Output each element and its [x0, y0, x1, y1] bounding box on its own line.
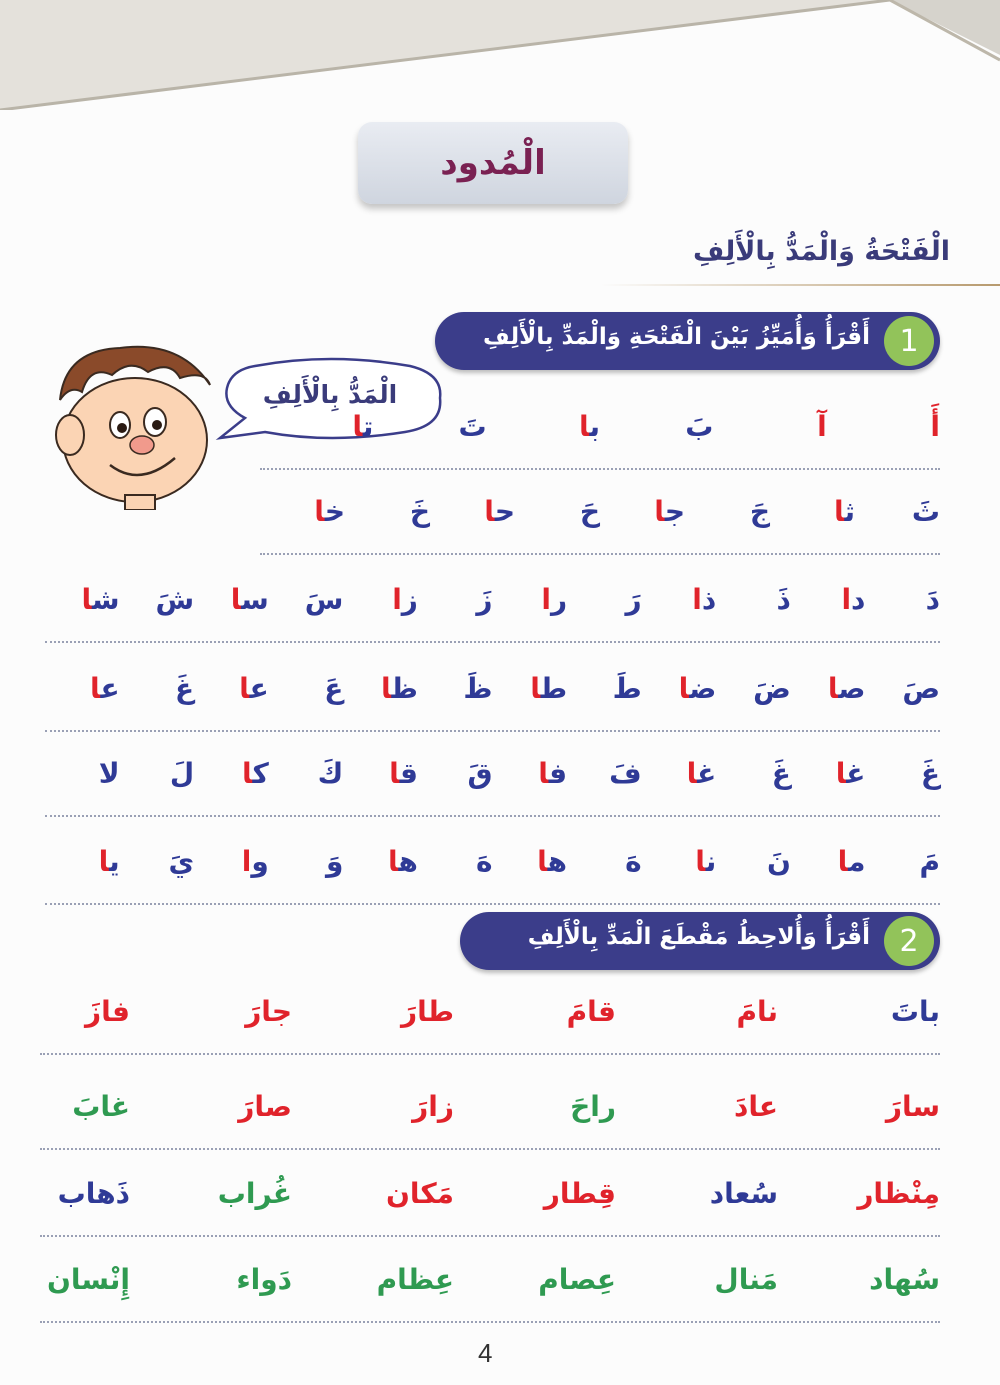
exercise-1-banner [435, 312, 940, 370]
word-item: مِنْظار [857, 1177, 940, 1210]
letter-item: غا [686, 757, 717, 790]
letter-item: يا [98, 845, 120, 878]
word-item: قامَ [566, 995, 616, 1028]
letter-row [260, 495, 940, 555]
letter-item: زا [392, 583, 418, 616]
letter-item: ظَ [463, 672, 493, 705]
letter-row [45, 845, 940, 905]
word-item: جارَ [245, 995, 292, 1028]
letter-item: رَ [625, 583, 642, 616]
letter-item: وا [241, 845, 269, 878]
dotted-line [40, 1148, 940, 1150]
dotted-line [45, 903, 940, 905]
letter-row [45, 583, 940, 643]
title-box [358, 122, 628, 204]
letter-item: تا [352, 410, 374, 443]
letter-item: شا [81, 583, 120, 616]
letter-item: نَ [766, 845, 791, 878]
word-item: غابَ [72, 1090, 130, 1123]
word-item: عِصام [538, 1263, 616, 1296]
letter-row [45, 672, 940, 732]
word-item: سُهاد [869, 1263, 940, 1296]
word-item: مَنال [714, 1263, 778, 1296]
exercise-2-instruction: أَقْرَأُ وَأُلاحِظُ مَقْطَعَ الْمَدِّ بِالْأَلِفِ [527, 924, 870, 950]
letter-item: جَ [749, 495, 770, 528]
letter-item: ثا [833, 495, 855, 528]
letter-item: كَ [317, 757, 344, 790]
letter-item: بَ [685, 410, 714, 443]
letter-item: غَ [920, 757, 940, 790]
letter-item: جا [654, 495, 685, 528]
letter-item: ل [98, 757, 120, 790]
letter-item: خا [314, 495, 345, 528]
letter-item: ها [387, 845, 418, 878]
letter-item: آ [817, 410, 827, 443]
letter-item: دَ [925, 583, 940, 616]
bubble-text: الْمَدُّ بِالْأَلِفِ [262, 380, 398, 409]
dotted-line [40, 1321, 940, 1323]
letter-item: هَ [625, 845, 642, 878]
word-item: مَكان [385, 1177, 454, 1210]
letter-item: خَ [409, 495, 430, 528]
word-item: طارَ [400, 995, 454, 1028]
letter-item: سَ [304, 583, 344, 616]
letter-item: ها [537, 845, 568, 878]
letter-item: را [541, 583, 568, 616]
dotted-line [40, 1053, 940, 1055]
dotted-line [45, 730, 940, 732]
dotted-line [45, 641, 940, 643]
word-item: غُراب [217, 1177, 292, 1210]
letter-item: عَ [324, 672, 344, 705]
page-title: الْمُدود [440, 143, 546, 183]
word-item: صارَ [238, 1090, 292, 1123]
page-number: 4 [478, 1338, 493, 1368]
letter-item: فا [538, 757, 568, 790]
letter-item: غَ [771, 757, 791, 790]
letter-item: شَ [155, 583, 195, 616]
letter-item: ظا [381, 672, 418, 705]
exercise-2-number: 2 [884, 916, 934, 966]
word-row [40, 1090, 940, 1150]
letter-item: مَ [919, 845, 940, 878]
letter-item: غَ [175, 672, 195, 705]
word-item: راحَ [570, 1090, 616, 1123]
word-item: ذَهاب [57, 1177, 130, 1210]
letter-item: لَ [169, 757, 195, 790]
letter-item: صَ [902, 672, 940, 705]
exercise-1-instruction: أَقْرَأُ وَأُمَيِّزُ بَيْنَ الْفَتْحَةِ وَالْمَدِّ بِالْأَلِفِ [483, 324, 870, 350]
letter-row [45, 757, 940, 817]
word-item: سارَ [885, 1090, 940, 1123]
letter-item: عا [239, 672, 269, 705]
page-corner-shadow [0, 0, 1000, 110]
letter-item: تَ [458, 410, 487, 443]
letter-item: حَ [579, 495, 600, 528]
word-item: إِنْسان [46, 1263, 130, 1296]
letter-item: ضَ [753, 672, 791, 705]
letter-item: زَ [476, 583, 493, 616]
letter-item: وَ [325, 845, 344, 878]
word-row [40, 995, 940, 1055]
letter-item: حا [484, 495, 515, 528]
letter-item: صا [827, 672, 866, 705]
word-item: سُعاد [709, 1177, 778, 1210]
exercise-1-number: 1 [884, 316, 934, 366]
letter-item: با [578, 410, 600, 443]
letter-item: طا [530, 672, 568, 705]
letter-item: ذَ [776, 583, 791, 616]
letter-item: طَ [612, 672, 642, 705]
word-item: عِظام [376, 1263, 454, 1296]
word-row [40, 1177, 940, 1237]
word-item: دَواء [236, 1263, 292, 1296]
word-item: باتَ [890, 995, 940, 1028]
dotted-line [40, 1235, 940, 1237]
letter-item: ثَ [911, 495, 940, 528]
section-divider [600, 284, 1000, 286]
word-item: عادَ [733, 1090, 778, 1123]
dotted-line [45, 815, 940, 817]
letter-item: عا [89, 672, 120, 705]
letter-item: قا [389, 757, 418, 790]
word-item: فازَ [85, 995, 130, 1028]
letter-item: نا [695, 845, 717, 878]
letter-item: قَ [467, 757, 493, 790]
exercise-2-banner [460, 912, 940, 970]
boy-cartoon [30, 330, 240, 510]
letter-item: يَ [168, 845, 195, 878]
letter-item: ذا [692, 583, 717, 616]
dotted-line [260, 553, 940, 555]
letter-item: سا [230, 583, 269, 616]
letter-item: ضا [678, 672, 717, 705]
letter-row [260, 410, 940, 470]
letter-item: هَ [475, 845, 493, 878]
word-item: زارَ [412, 1090, 454, 1123]
word-item: نامَ [736, 995, 778, 1028]
word-item: قِطار [543, 1177, 616, 1210]
letter-item: فَ [609, 757, 642, 790]
letter-item: أَ [930, 410, 940, 443]
letter-item: كا [241, 757, 269, 790]
letter-item: دا [841, 583, 866, 616]
word-row [40, 1263, 940, 1323]
dotted-line [260, 468, 940, 470]
letter-item: ما [837, 845, 866, 878]
letter-item: غا [835, 757, 866, 790]
section-heading: الْفَتْحَةُ وَالْمَدُّ بِالْأَلِفِ [692, 236, 950, 267]
